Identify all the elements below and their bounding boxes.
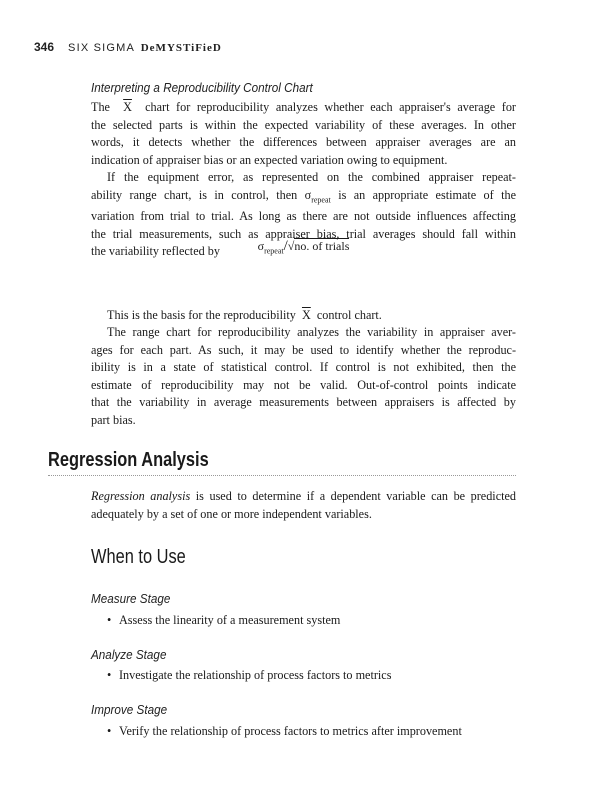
p4-line-6: part bias.: [91, 412, 136, 427]
stage-bullet-measure-text: Assess the linearity of a measurement system: [119, 613, 341, 627]
p2-line-5: the variability reflected by: [91, 244, 220, 259]
heading-dotted-rule: [48, 475, 516, 476]
formula-subscript: repeat: [264, 246, 284, 256]
stage-label-analyze: Analyze Stage: [91, 647, 167, 662]
bullet-dot-icon: •: [107, 668, 112, 682]
paragraph-3: [91, 307, 516, 325]
intro-line-1-text: is used to determine if a dependent variable can be predicted: [195, 489, 516, 503]
page-number: 346: [34, 40, 55, 54]
intro-line-2: adequately by a set of one or more independent variables.: [91, 506, 372, 521]
x-bar-symbol-2: $\overline{X}$: [301, 308, 311, 322]
p1-line-1b: chart for reproducibility analyzes whether each appraiser's average for: [145, 100, 516, 114]
p2-line-3: variation from trial to trial. As long as there are not outside influences affecting: [91, 209, 516, 224]
sigma-repeat-subscript: repeat: [311, 194, 331, 204]
heading-regression-analysis: Regression Analysis: [48, 449, 209, 471]
book-title-demystified: DeMYSTiFieD: [140, 42, 222, 54]
x-bar-symbol: $\overline{X}$: [123, 100, 132, 114]
stage-bullet-analyze: [107, 668, 391, 683]
p1-line-2: the selected parts is within the expected variability of these averages. In other: [91, 117, 516, 132]
formula-radical: √: [287, 239, 295, 253]
paragraph-1: [91, 99, 516, 169]
p4-line-3: ibility is in a state of statistical control. If control is not exhibited, then the: [91, 360, 516, 374]
p3-text-a: This is the basis for the reproducibility: [107, 308, 296, 322]
p4-line-1: The range chart for reproducibility analyzes the variability in appraiser aver-: [107, 325, 516, 339]
regression-intro: [91, 488, 516, 523]
formula-sigma: σ: [257, 239, 265, 253]
bullet-dot-icon: •: [107, 724, 112, 738]
paragraph-4: [91, 324, 516, 429]
p1-line-4: indication of appraiser bias or an expected variation owing to equipment.: [91, 152, 448, 167]
p1-line-1: [91, 99, 516, 117]
heading-when-to-use: When to Use: [91, 546, 186, 568]
p4-line-2: ages for each part. As such, it may be used to identify whether the reproduc-: [91, 342, 516, 357]
formula-slash: /: [283, 238, 288, 254]
stage-bullet-analyze-text: Investigate the relationship of process factors to metrics: [119, 668, 392, 682]
stage-bullet-measure: [107, 613, 340, 628]
p3-text-b: control chart.: [316, 308, 382, 322]
p4-line-5: that the variability in average measurements between appraisers is affected by: [91, 395, 516, 409]
stage-label-measure: Measure Stage: [91, 591, 171, 606]
book-title: SIX SIGMA: [68, 42, 135, 54]
p1-line-1a: The: [91, 100, 110, 114]
p4-line-4: estimate of reproducibility may not be valid. Out-of-control points indicate: [91, 377, 516, 392]
p2-line-4: the trial measurements, such as appraiser bias, trial averages should fall within: [91, 226, 516, 241]
p2-line-2: [91, 187, 516, 209]
p2-line-1: If the equipment error, as represented on the combined appraiser repeat-: [107, 170, 516, 184]
stage-bullet-improve: [107, 724, 462, 739]
p2-line-2a: ability range chart, is in control, then σ: [91, 187, 312, 202]
formula-radicand: no. of trials: [294, 239, 350, 253]
p1-line-3: words, it detects whether the differences between appraiser averages are an: [91, 135, 516, 149]
stage-label-improve: Improve Stage: [91, 702, 168, 717]
p2-line-2b: is an appropriate estimate of the: [338, 187, 517, 202]
bullet-dot-icon: •: [107, 613, 112, 627]
intro-line-1: [91, 488, 516, 506]
running-header: [34, 40, 222, 54]
intro-emphasis: Regression analysis: [91, 489, 191, 503]
subheading-interpreting: Interpreting a Reproducibility Control Chart: [91, 80, 313, 95]
formula-sigma-over-root-trials: [91, 238, 516, 255]
stage-bullet-improve-text: Verify the relationship of process factors to metrics after improvement: [119, 724, 462, 738]
